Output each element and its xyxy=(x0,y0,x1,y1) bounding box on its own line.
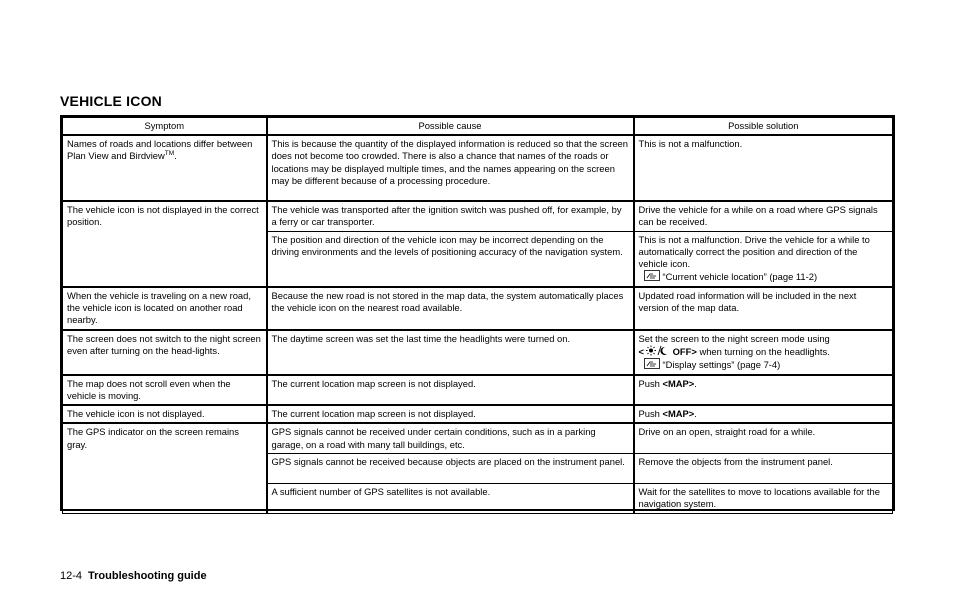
solution-cell: This is not a malfunction. xyxy=(634,135,893,201)
table-row xyxy=(63,330,893,375)
header-symptom: Symptom xyxy=(63,118,267,136)
solution-end: . xyxy=(694,377,697,389)
cause-cell: A sufficient number of GPS satellites is not available. xyxy=(267,484,634,514)
solution-cell: Drive the vehicle for a while on a road where GPS signals can be received. xyxy=(634,201,893,231)
table-header-row xyxy=(63,118,893,136)
symptom-text: Names of roads and locations differ between Plan View and Birdview xyxy=(67,138,253,162)
key-off: OFF> xyxy=(672,345,697,357)
solution-text: Push xyxy=(638,408,660,420)
reference-line xyxy=(639,358,889,371)
table-row xyxy=(63,135,893,201)
header-possible-solution: Possible solution xyxy=(634,118,893,136)
solution-cell xyxy=(634,330,893,375)
day-night-icon xyxy=(644,345,670,356)
solution-cell xyxy=(634,231,893,287)
map-key: <MAP> xyxy=(662,377,695,389)
symptom-cell: The vehicle icon is not displayed in the correct position. xyxy=(63,201,267,287)
reference-text: “Display settings” (page 7-4) xyxy=(662,359,781,371)
reference-hand-icon xyxy=(644,270,660,281)
symptom-cell xyxy=(63,135,267,201)
solution-cell: Drive on an open, straight road for a while. xyxy=(634,423,893,453)
solution-cell: Updated road information will be included in the next version of the map data. xyxy=(634,287,893,330)
solution-text: Set the screen to the night screen mode using xyxy=(638,332,830,344)
cause-cell: The position and direction of the vehicle icon may be incorrect depending on the driving environments and the levels of positioning accuracy of the navigation system. xyxy=(267,231,634,287)
section-title: VEHICLE ICON xyxy=(60,93,162,109)
page-number: 12-4 xyxy=(60,570,83,582)
page-footer xyxy=(60,570,207,582)
table-row xyxy=(63,405,893,423)
cause-cell: Because the new road is not stored in the map data, the system automatically places the vehicle icon on the nearest road available. xyxy=(267,287,634,330)
solution-cell xyxy=(634,375,893,406)
symptom-cell: When the vehicle is traveling on a new road, the vehicle icon is located on another road nearby. xyxy=(63,287,267,330)
solution-text-post: when turning on the headlights. xyxy=(699,345,830,357)
solution-text: Push xyxy=(638,377,660,389)
cause-cell: The current location map screen is not displayed. xyxy=(267,375,634,406)
symptom-cell: The screen does not switch to the night screen even after turning on the head-lights. xyxy=(63,330,267,375)
symptom-cell: The map does not scroll even when the vehicle is moving. xyxy=(63,375,267,406)
cause-cell: The vehicle was transported after the ignition switch was pushed off, for example, by a ferry or car transporter. xyxy=(267,201,634,231)
symptom-cell: The vehicle icon is not displayed. xyxy=(63,405,267,423)
solution-cell: Wait for the satellites to move to locations available for the navigation system. xyxy=(634,484,893,514)
table-row xyxy=(63,423,893,453)
solution-text: This is not a malfunction. Drive the vehicle for a while to automatically correct the position and direction of the vehicle icon. xyxy=(638,233,870,270)
cause-cell: The daytime screen was set the last time the headlights were turned on. xyxy=(267,330,634,375)
table-row xyxy=(63,287,893,330)
reference-line xyxy=(639,270,889,283)
trademark-sup: TM xyxy=(164,150,175,158)
solution-cell: Remove the objects from the instrument panel. xyxy=(634,454,893,484)
symptom-end: . xyxy=(174,150,177,162)
chapter-label: Troubleshooting guide xyxy=(88,570,207,582)
header-possible-cause: Possible cause xyxy=(267,118,634,136)
cause-cell: This is because the quantity of the displayed information is reduced so that the screen does not become too crowded. There is also a chance that names of the roads or locations may be displayed multiple times, and the names appearing on the screen may be different because of a processing procedure. xyxy=(267,135,634,201)
solution-cell xyxy=(634,405,893,423)
key-open: < xyxy=(638,345,644,357)
reference-text: “Current vehicle location” (page 11-2) xyxy=(662,271,818,283)
cause-cell: GPS signals cannot be received because objects are placed on the instrument panel. xyxy=(267,454,634,484)
map-key: <MAP> xyxy=(662,408,695,420)
troubleshooting-table xyxy=(60,115,895,511)
solution-end: . xyxy=(694,408,697,420)
cause-cell: GPS signals cannot be received under certain conditions, such as in a parking garage, on a road with many tall buildings, etc. xyxy=(267,423,634,453)
reference-hand-icon xyxy=(644,358,660,369)
cause-cell: The current location map screen is not displayed. xyxy=(267,405,634,423)
symptom-cell: The GPS indicator on the screen remains gray. xyxy=(63,423,267,513)
table-row xyxy=(63,201,893,231)
table-row xyxy=(63,375,893,406)
